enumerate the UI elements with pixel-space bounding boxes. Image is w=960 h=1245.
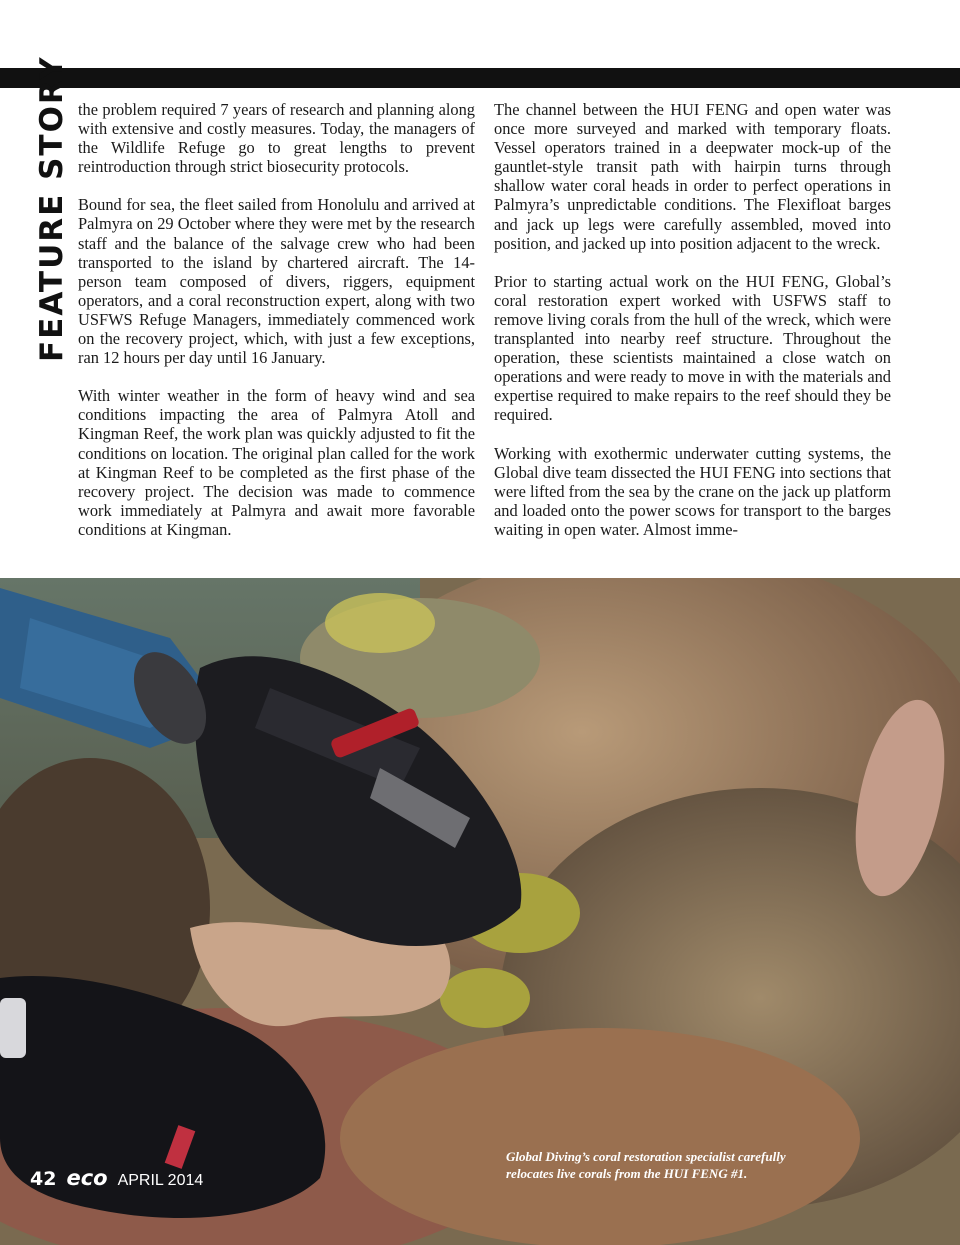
- paragraph: Bound for sea, the fleet sailed from Honolulu and arrived at Palmyra on 29 October where they were met by the research staff and the balance of the salvage crew who had been transported to the island by chartered aircraft. The 14-person team composed of divers, riggers, equipment operators, and a coral reconstruction expert, along with two USFWS Refuge Managers, immediately commenced work on the recovery project, which, with just a few exceptions, ran 12 hours per day until 16 January.: [78, 195, 475, 368]
- paragraph: The channel between the HUI FENG and open water was once more surveyed and marked with temporary floats. Vessel operators trained in a deepwater mock-up of the gauntlet-style transit path with hairpin turns through shallow water coral heads in order to perfect operations in Palmyra’s unpredictable conditions. The Flexifloat barges and jack up legs were carefully assembled, moved into position, and jacked up into position adjacent to the wreck.: [494, 100, 891, 253]
- section-label: FEATURE STORY: [34, 55, 70, 362]
- header-rule: [0, 68, 960, 88]
- paragraph: the problem required 7 years of research and planning along with extensive and costly measures. Today, the managers of the Wildlife Refuge go to great lengths to prevent reintroduction through strict biosecurity protocols.: [78, 100, 475, 177]
- magazine-logo: eco: [66, 1166, 108, 1190]
- paragraph: With winter weather in the form of heavy wind and sea conditions impacting the area of Palmyra Atoll and Kingman Reef, the work plan was quickly adjusted to fit the conditions on location. The original plan called for the work at Kingman Reef to be completed as the first phase of the recovery project. The decision was made to commence work immediately at Palmyra and await more favorable conditions at Kingman.: [78, 386, 475, 539]
- paragraph: Prior to starting actual work on the HUI FENG, Global’s coral restoration expert worked with USFWS staff to remove living corals from the hull of the wreck, which were transplanted into nearby reef structure. Throughout the operation, these scientists maintained a close watch on operations and were ready to move in with the materials and expertise required to make repairs to the reef should they be required.: [494, 271, 891, 425]
- page-number: 42: [30, 1168, 57, 1190]
- paragraph: Working with exothermic underwater cutting systems, the Global dive team dissected the HUI FENG into sections that were lifted from the sea by the crane on the jack up platform and loaded onto the power scows for transport to the barges waiting in open water. Almost imme-: [494, 443, 891, 539]
- photo-illustration: [0, 578, 960, 1245]
- page-footer: [30, 1166, 203, 1190]
- underwater-coral-photo: [0, 578, 960, 1245]
- issue-date: APRIL 2014: [117, 1172, 204, 1189]
- photo-caption: Global Diving’s coral restoration specialist carefully relocates live corals from the HUI FENG #1.: [506, 1149, 786, 1181]
- left-column: [78, 100, 475, 558]
- right-column: [494, 100, 891, 558]
